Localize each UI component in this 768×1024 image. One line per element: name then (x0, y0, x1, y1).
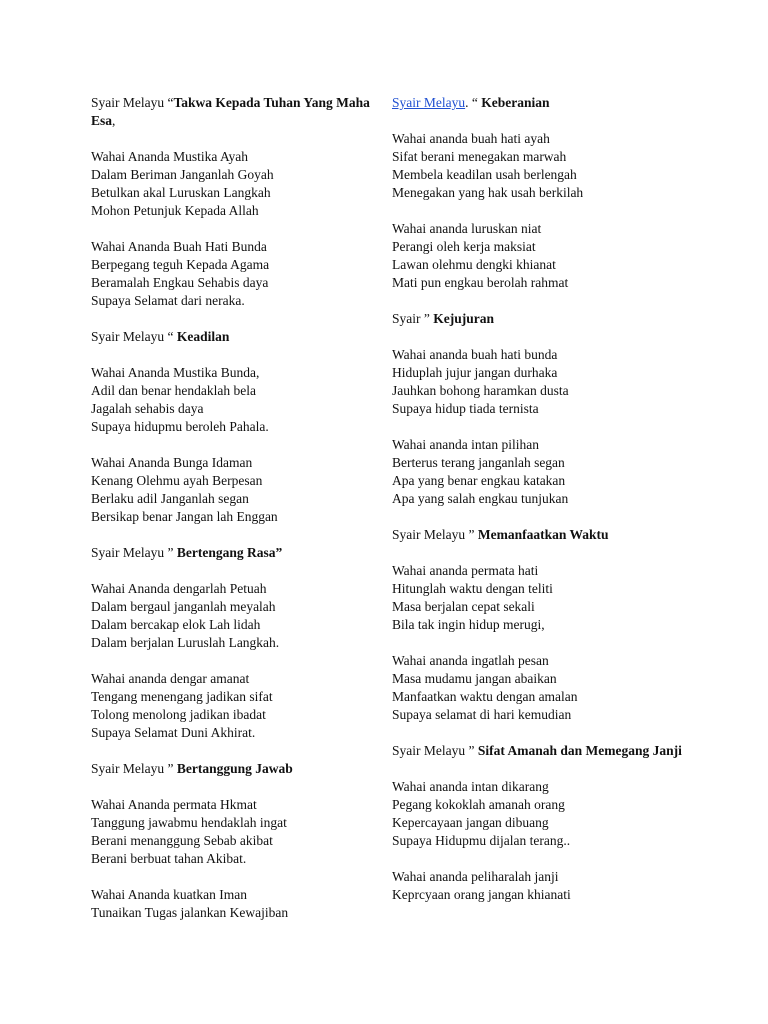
poem-line: Berterus terang janganlah segan (392, 455, 565, 470)
poem-line: Jauhkan bohong haramkan dusta (392, 383, 569, 398)
poem-line: Wahai Ananda Mustika Bunda, (91, 365, 260, 380)
poem-title: Sifat Amanah dan Memegang Janji (477, 743, 682, 758)
poem-line: Supaya hidupmu beroleh Pahala. (91, 419, 269, 434)
stanza (91, 580, 376, 652)
heading-prefix: Syair Melayu ” (392, 527, 478, 542)
poem-line: Bila tak ingin hidup merugi, (392, 617, 545, 632)
poem (392, 94, 692, 292)
poem-line: Supaya Hidupmu dijalan terang.. (392, 833, 571, 848)
poem-line: Apa yang benar engkau katakan (392, 473, 566, 488)
heading-suffix: , (112, 113, 116, 128)
poem-line: Apa yang salah engkau tunjukan (392, 491, 569, 506)
poem (91, 328, 376, 526)
poem-line: Wahai ananda ingatlah pesan (392, 653, 549, 668)
poem (392, 742, 692, 904)
poem-line: Beramalah Engkau Sehabis daya (91, 275, 269, 290)
poem-line: Bersikap benar Jangan lah Enggan (91, 509, 278, 524)
poem-line: Wahai Ananda permata Hkmat (91, 797, 257, 812)
poem-heading (392, 310, 692, 328)
poem-line: Kepercayaan jangan dibuang (392, 815, 549, 830)
stanza (392, 868, 692, 904)
poem-line: Berani menanggung Sebab akibat (91, 833, 273, 848)
stanza (392, 562, 692, 634)
poem-line: Sifat berani menegakan marwah (392, 149, 567, 164)
poem-line: Supaya selamat di hari kemudian (392, 707, 572, 722)
poem-heading (392, 526, 692, 544)
poem-title: Keadilan (176, 329, 230, 344)
poem-line: Wahai Ananda Bunga Idaman (91, 455, 253, 470)
poem-line: Wahai Ananda Buah Hati Bunda (91, 239, 267, 254)
right-column (392, 94, 692, 922)
poem-line: Wahai Ananda Mustika Ayah (91, 149, 249, 164)
poem-line: Mati pun engkau berolah rahmat (392, 275, 569, 290)
poem-title: Memanfaatkan Waktu (477, 527, 609, 542)
stanza (91, 886, 376, 922)
heading-prefix: Syair Melayu ” (91, 545, 177, 560)
stanza (392, 436, 692, 508)
syair-melayu-link[interactable]: Syair Melayu (392, 95, 466, 110)
poem-heading (392, 742, 692, 760)
poem-line: Supaya Selamat Duni Akhirat. (91, 725, 256, 740)
poem-line: Wahai Ananda dengarlah Petuah (91, 581, 267, 596)
stanza (91, 238, 376, 310)
stanza (392, 778, 692, 850)
poem-line: Kenang Olehmu ayah Berpesan (91, 473, 263, 488)
poem-line: Wahai Ananda kuatkan Iman (91, 887, 247, 902)
poem-line: Perangi oleh kerja maksiat (392, 239, 536, 254)
poem-line: Wahai ananda intan dikarang (392, 779, 549, 794)
poem-line: Keprcyaan orang jangan khianati (392, 887, 571, 902)
poem-line: Adil dan benar hendaklah bela (91, 383, 256, 398)
heading-prefix: Syair ” (392, 311, 434, 326)
heading-prefix: . “ (465, 95, 482, 110)
poem-line: Mohon Petunjuk Kepada Allah (91, 203, 259, 218)
poem-title: Bertanggung Jawab (176, 761, 293, 776)
heading-prefix: Syair Melayu ” (91, 761, 177, 776)
poem-title: Takwa Kepada Tuhan Yang Maha Esa (91, 95, 370, 128)
poem-line: Wahai ananda dengar amanat (91, 671, 250, 686)
poem-line: Wahai ananda buah hati ayah (392, 131, 550, 146)
poem-line: Hiduplah jujur jangan durhaka (392, 365, 558, 380)
poem-title: Kejujuran (433, 311, 494, 326)
poem-line: Dalam Beriman Janganlah Goyah (91, 167, 274, 182)
poem-title: Keberanian (481, 95, 550, 110)
poem-line: Pegang kokoklah amanah orang (392, 797, 565, 812)
poem-line: Betulkan akal Luruskan Langkah (91, 185, 271, 200)
poem (91, 544, 376, 742)
heading-prefix: Syair Melayu ” (392, 743, 478, 758)
poem-line: Supaya hidup tiada ternista (392, 401, 539, 416)
poem-line: Tunaikan Tugas jalankan Kewajiban (91, 905, 289, 920)
poem-line: Dalam berjalan Luruslah Langkah. (91, 635, 280, 650)
poem-line: Dalam bercakap elok Lah lidah (91, 617, 261, 632)
poem-heading (91, 760, 376, 778)
poem-line: Berlaku adil Janganlah segan (91, 491, 249, 506)
poem-line: Masa berjalan cepat sekali (392, 599, 535, 614)
poem-line: Tengang menengang jadikan sifat (91, 689, 273, 704)
poem-heading (91, 328, 376, 346)
stanza (392, 652, 692, 724)
poem-line: Dalam bergaul janganlah meyalah (91, 599, 276, 614)
stanza (91, 364, 376, 436)
stanza (91, 148, 376, 220)
poem-line: Berpegang teguh Kepada Agama (91, 257, 270, 272)
heading-prefix: Syair Melayu “ (91, 329, 177, 344)
poem-line: Wahai ananda luruskan niat (392, 221, 542, 236)
poem-line: Berani berbuat tahan Akibat. (91, 851, 247, 866)
poem-line: Lawan olehmu dengki khianat (392, 257, 556, 272)
poem-line: Wahai ananda intan pilihan (392, 437, 539, 452)
poem-heading (91, 544, 376, 562)
poem-line: Wahai ananda peliharalah janji (392, 869, 559, 884)
poem-heading (91, 94, 376, 130)
stanza (91, 796, 376, 868)
heading-prefix: Syair Melayu “ (91, 95, 174, 110)
poem-line: Membela keadilan usah berlengah (392, 167, 577, 182)
poem-line: Wahai ananda permata hati (392, 563, 539, 578)
stanza (392, 130, 692, 202)
poem (91, 94, 376, 310)
stanza (392, 220, 692, 292)
poem-title: Bertengang Rasa” (176, 545, 283, 560)
stanza (91, 670, 376, 742)
poem-line: Supaya Selamat dari neraka. (91, 293, 245, 308)
poem-line: Manfaatkan waktu dengan amalan (392, 689, 578, 704)
poem-line: Wahai ananda buah hati bunda (392, 347, 558, 362)
poem-line: Hitunglah waktu dengan teliti (392, 581, 553, 596)
poem-heading (392, 94, 692, 112)
poem (392, 526, 692, 724)
poem-line: Jagalah sehabis daya (91, 401, 204, 416)
left-column (91, 94, 376, 940)
stanza (392, 346, 692, 418)
poem-line: Menegakan yang hak usah berkilah (392, 185, 584, 200)
poem (392, 310, 692, 508)
poem-line: Tolong menolong jadikan ibadat (91, 707, 266, 722)
poem-line: Masa mudamu jangan abaikan (392, 671, 557, 686)
stanza (91, 454, 376, 526)
poem (91, 760, 376, 922)
poem-line: Tanggung jawabmu hendaklah ingat (91, 815, 287, 830)
